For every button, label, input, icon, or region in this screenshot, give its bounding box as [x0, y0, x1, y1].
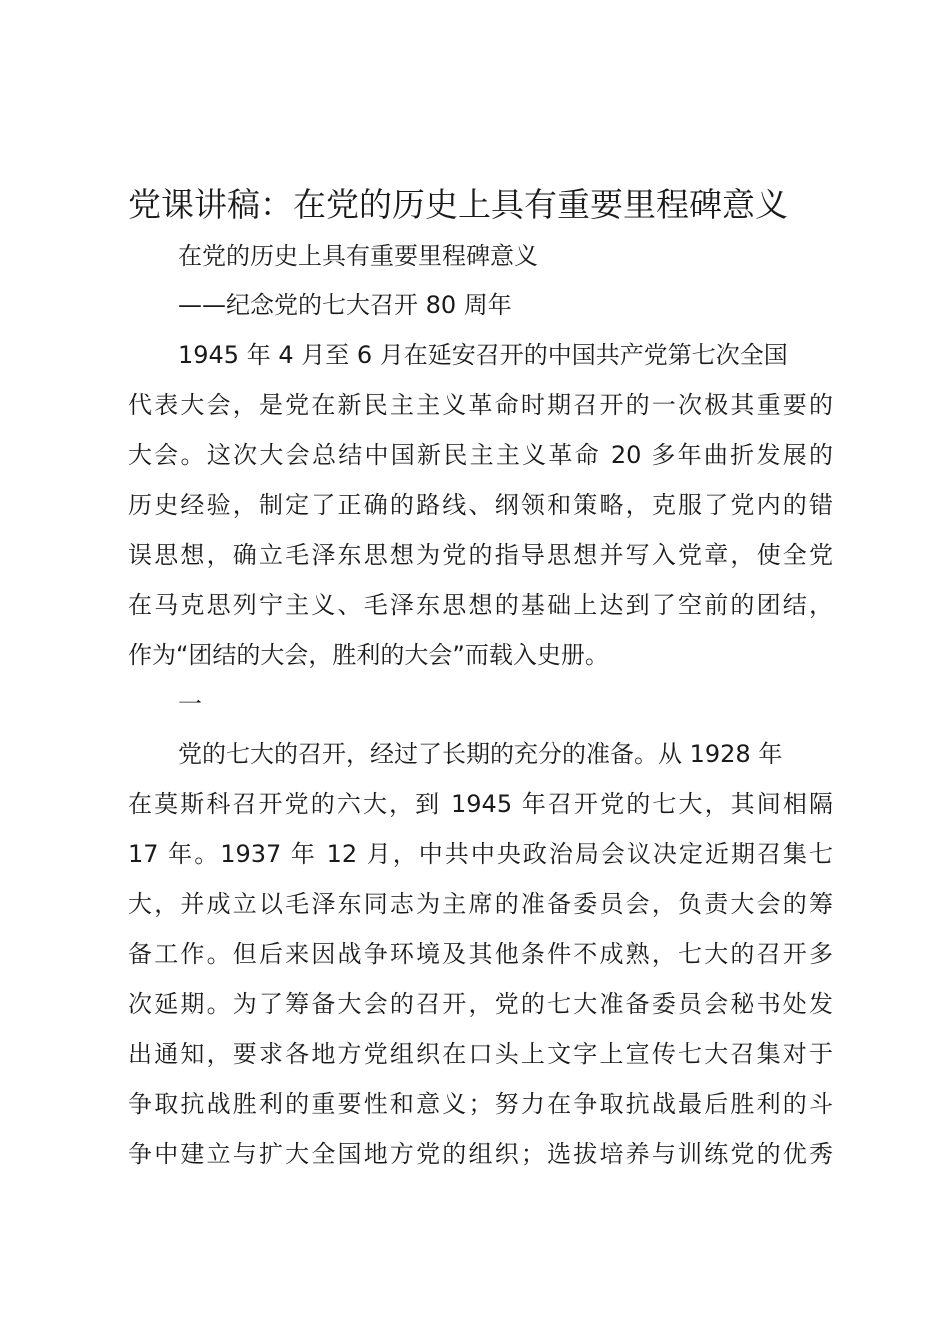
- paragraph-line: 大，并成立以毛泽东同志为主席的准备委员会，负责大会的筹: [128, 890, 833, 918]
- paragraph-line: 误思想，确立毛泽东思想为党的指导思想并写入党章，使全党: [128, 541, 833, 569]
- paragraph-line: 大会。这次大会总结中国新民主主义革命 20 多年曲折发展的: [128, 441, 833, 469]
- paragraph-line: 争取抗战胜利的重要性和意义；努力在争取抗战最后胜利的斗: [128, 1090, 833, 1118]
- document-subtitle: 在党的历史上具有重要里程碑意义: [178, 242, 538, 270]
- paragraph-line: 1945 年 4 月至 6 月在延安召开的中国共产党第七次全国: [178, 341, 788, 369]
- paragraph-line: 在莫斯科召开党的六大，到 1945 年召开党的七大，其间相隔: [128, 790, 833, 818]
- paragraph-line: 出通知，要求各地方党组织在口头上文字上宣传七大召集对于: [128, 1040, 833, 1068]
- paragraph-line: 备工作。但后来因战争环境及其他条件不成熟，七大的召开多: [128, 940, 833, 968]
- paragraph-line: 在马克思列宁主义、毛泽东思想的基础上达到了空前的团结，: [128, 591, 833, 619]
- paragraph-line: 代表大会，是党在新民主主义革命时期召开的一次极其重要的: [128, 391, 833, 419]
- paragraph-line: 争中建立与扩大全国地方党的组织；选拔培养与训练党的优秀: [128, 1140, 833, 1168]
- paragraph-line: 党的七大的召开，经过了长期的充分的准备。从 1928 年: [178, 740, 783, 768]
- section-marker: 一: [178, 690, 202, 718]
- paragraph-line: 作为“团结的大会，胜利的大会”而载入史册。: [128, 641, 609, 669]
- paragraph-line: 历史经验，制定了正确的路线、纲领和策略，克服了党内的错: [128, 491, 833, 519]
- document-subheading: ——纪念党的七大召开 80 周年: [178, 291, 512, 319]
- paragraph-line: 17 年。1937 年 12 月，中共中央政治局会议决定近期召集七: [128, 840, 833, 868]
- paragraph-line: 次延期。为了筹备大会的召开，党的七大准备委员会秘书处发: [128, 990, 833, 1018]
- document-title: 党课讲稿：在党的历史上具有重要里程碑意义: [128, 185, 788, 224]
